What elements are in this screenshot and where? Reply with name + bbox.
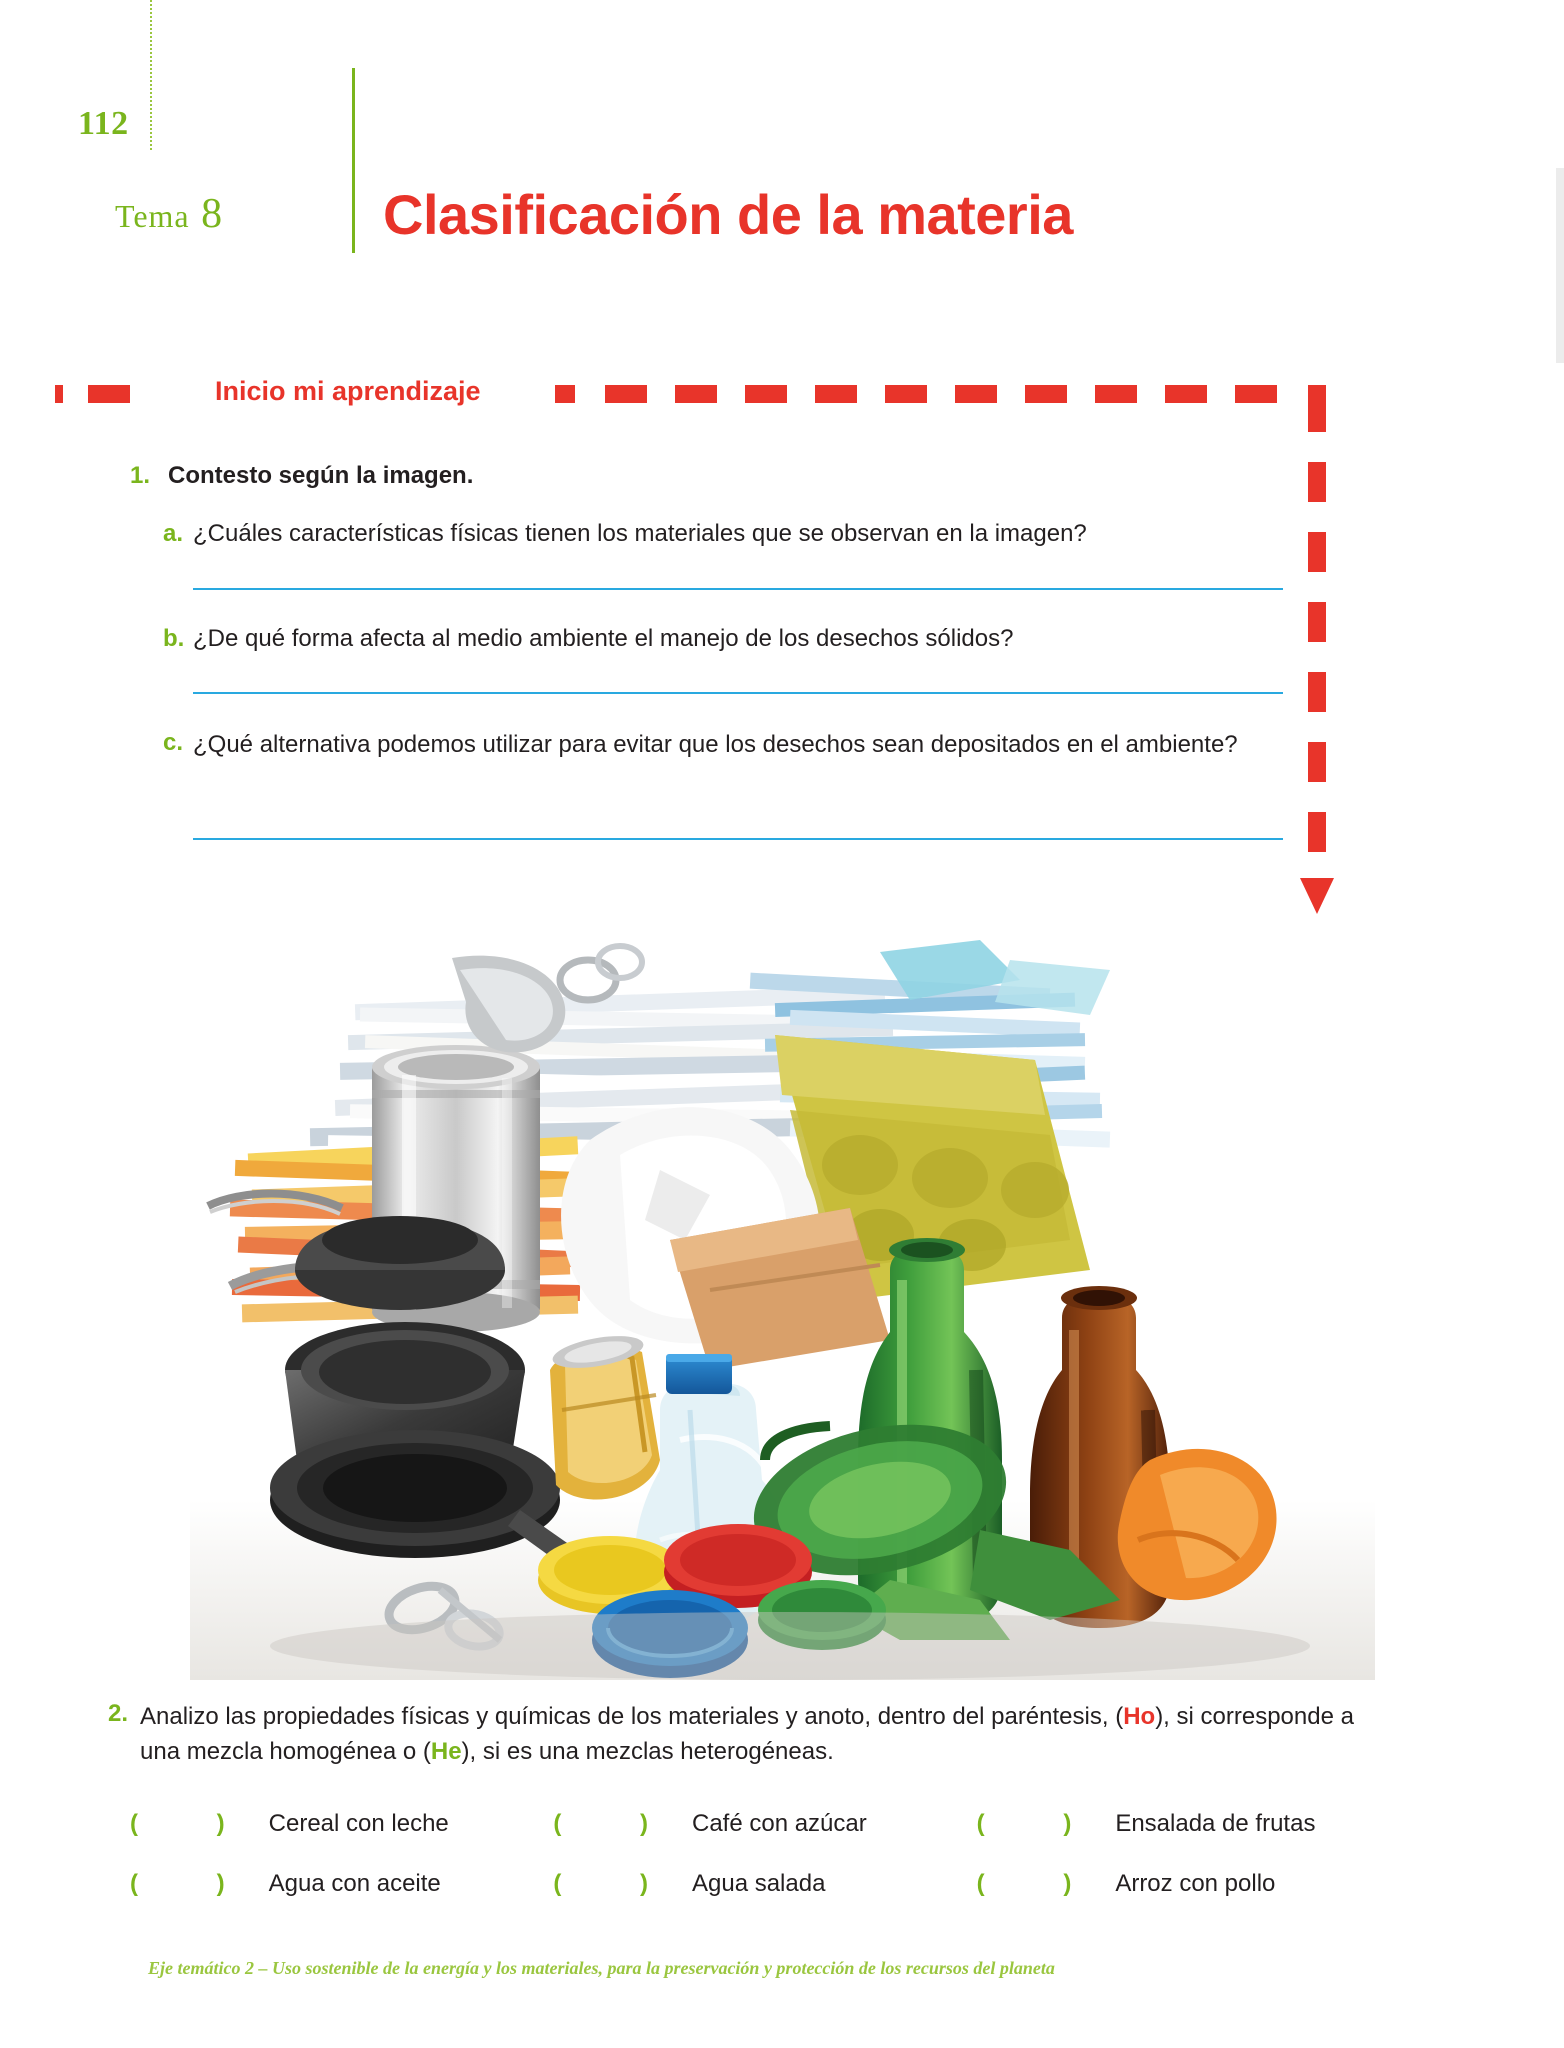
option-item[interactable]: [553, 1870, 976, 1898]
band-dash: [1095, 385, 1137, 403]
right-margin-bar: [1556, 168, 1564, 363]
options-row-1: [130, 1810, 1400, 1838]
question-2-text: [140, 1700, 1360, 1770]
option-item[interactable]: [977, 1810, 1400, 1838]
options-grid: [130, 1810, 1400, 1930]
answer-parenthesis[interactable]: ( ): [130, 1810, 261, 1837]
section-title: Inicio mi aprendizaje: [215, 376, 481, 406]
answer-parenthesis[interactable]: ( ): [130, 1870, 261, 1897]
item-b-text: ¿De qué forma afecta al medio ambiente el manejo de los desechos sólidos?: [193, 625, 1014, 652]
answer-parenthesis[interactable]: ( ): [553, 1870, 684, 1897]
question-2-part1: Analizo las propiedades físicas y químicas de los materiales y anoto, dentro del paréntesis, (: [140, 1703, 1124, 1730]
recyclable-waste-photo: [190, 940, 1375, 1680]
option-label: Cereal con leche: [268, 1810, 449, 1837]
rail-dash: [1308, 462, 1326, 502]
band-dash: [88, 385, 130, 403]
answer-parenthesis[interactable]: ( ): [553, 1810, 684, 1837]
question-1-prompt: Contesto según la imagen.: [168, 462, 474, 489]
rail-dash: [1308, 392, 1326, 432]
item-a-letter: a.: [163, 520, 184, 547]
legend-he: He: [430, 1737, 462, 1765]
section-band: [55, 376, 1325, 411]
item-c-text: ¿Qué alternativa podemos utilizar para evitar que los desechos sean depositados en el ambiente?: [193, 731, 1238, 758]
page-number: 112: [78, 105, 129, 142]
decorative-rail: [1308, 392, 1326, 922]
band-dash: [1025, 385, 1067, 403]
item-a-text: ¿Cuáles características físicas tienen los materiales que se observan en la imagen?: [193, 520, 1087, 547]
band-dash: [815, 385, 857, 403]
band-dash: [605, 385, 647, 403]
option-item[interactable]: [130, 1870, 553, 1898]
rail-arrow-icon: [1300, 878, 1334, 914]
band-dash: [1235, 385, 1277, 403]
band-dash: [745, 385, 787, 403]
rail-dash: [1308, 532, 1326, 572]
answer-line-a[interactable]: [193, 588, 1283, 590]
option-label: Agua con aceite: [268, 1870, 441, 1897]
rail-dash: [1308, 602, 1326, 642]
answer-line-b[interactable]: [193, 692, 1283, 694]
rail-dash: [1308, 812, 1326, 852]
page-title: Clasificación de la materia: [383, 183, 1073, 246]
tema-label: [115, 190, 223, 238]
tema-number: 8: [201, 191, 224, 237]
band-dash: [55, 385, 63, 403]
option-label: Café con azúcar: [691, 1810, 867, 1837]
question-2-part3: ), si es una mezclas heterogéneas.: [461, 1737, 834, 1765]
option-item[interactable]: [553, 1810, 976, 1838]
band-dash: [955, 385, 997, 403]
option-label: Ensalada de frutas: [1115, 1810, 1316, 1837]
top-dotted-rule: [150, 0, 154, 150]
item-c-letter: c.: [163, 729, 184, 756]
item-b-letter: b.: [163, 625, 185, 652]
option-item[interactable]: [977, 1870, 1400, 1898]
legend-ho: Ho: [1123, 1703, 1156, 1730]
options-row-2: [130, 1870, 1400, 1898]
band-dash: [675, 385, 717, 403]
option-item[interactable]: [130, 1810, 553, 1838]
question-1-number: 1.: [130, 462, 151, 489]
rail-dash: [1308, 672, 1326, 712]
answer-parenthesis[interactable]: ( ): [976, 1870, 1108, 1897]
question-2-number: 2.: [108, 1700, 129, 1727]
band-dash: [1165, 385, 1207, 403]
tema-prefix: Tema: [115, 198, 190, 234]
band-dash: [885, 385, 927, 403]
band-dash: [555, 385, 575, 403]
answer-parenthesis[interactable]: ( ): [976, 1810, 1108, 1837]
answer-line-c[interactable]: [193, 838, 1283, 840]
title-divider: [352, 68, 355, 253]
option-label: Arroz con pollo: [1115, 1870, 1276, 1897]
page-footer: Eje temático 2 – Uso sostenible de la energía y los materiales, para la preservación y protección de los recursos del planeta: [148, 1958, 1055, 1978]
option-label: Agua salada: [691, 1870, 826, 1897]
question-2-part2: ), si corresponde a una mezcla homogénea o (: [140, 1703, 1354, 1765]
rail-dash: [1308, 742, 1326, 782]
